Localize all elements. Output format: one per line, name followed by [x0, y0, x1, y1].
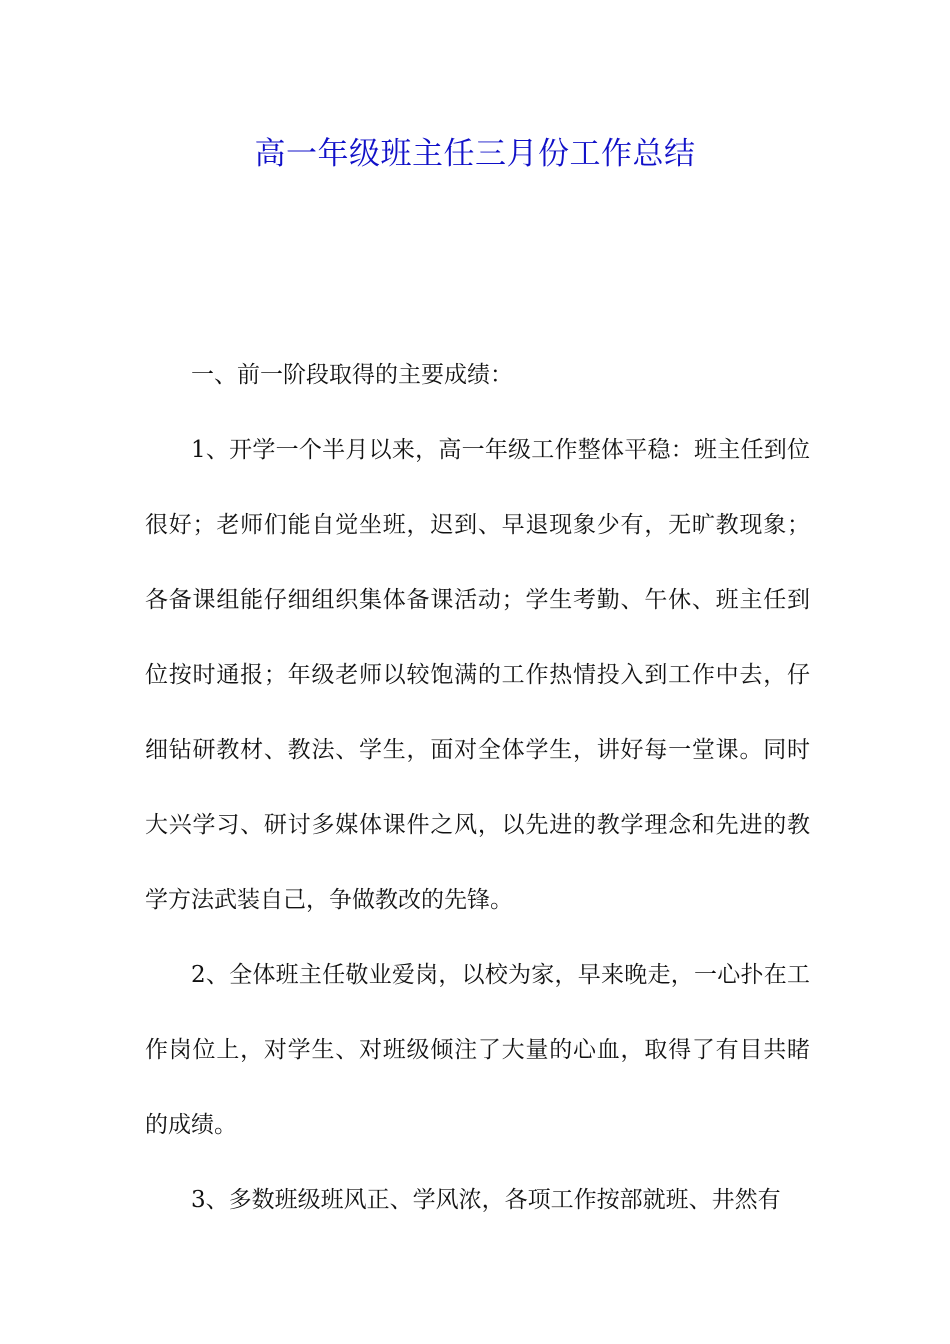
section-heading: 一、前一阶段取得的主要成绩： [191, 362, 513, 388]
document-body [145, 338, 810, 1238]
paragraph-2: 2、全体班主任敬业爱岗，以校为家，早来晚走，一心扑在工作岗位上，对学生、对班级倾注了大量的心血，取得了有目共睹的成绩。 [145, 962, 810, 1138]
document-title: 高一年级班主任三月份工作总结 [254, 136, 696, 172]
paragraph-1: 1、开学一个半月以来，高一年级工作整体平稳：班主任到位很好；老师们能自觉坐班，迟到、早退现象少有，无旷教现象；各备课组能仔细组织集体备课活动；学生考勤、午休、班主任到位按时通报；年级老师以较饱满的工作热情投入到工作中去，仔细钻研教材、教法、学生，面对全体学生，讲好每一堂课。同时大兴学习、研讨多媒体课件之风，以先进的教学理念和先进的教学方法武装自己，争做教改的先锋。 [145, 437, 810, 913]
paragraph-3: 3、多数班级班风正、学风浓，各项工作按部就班、井然有 [191, 1187, 781, 1213]
